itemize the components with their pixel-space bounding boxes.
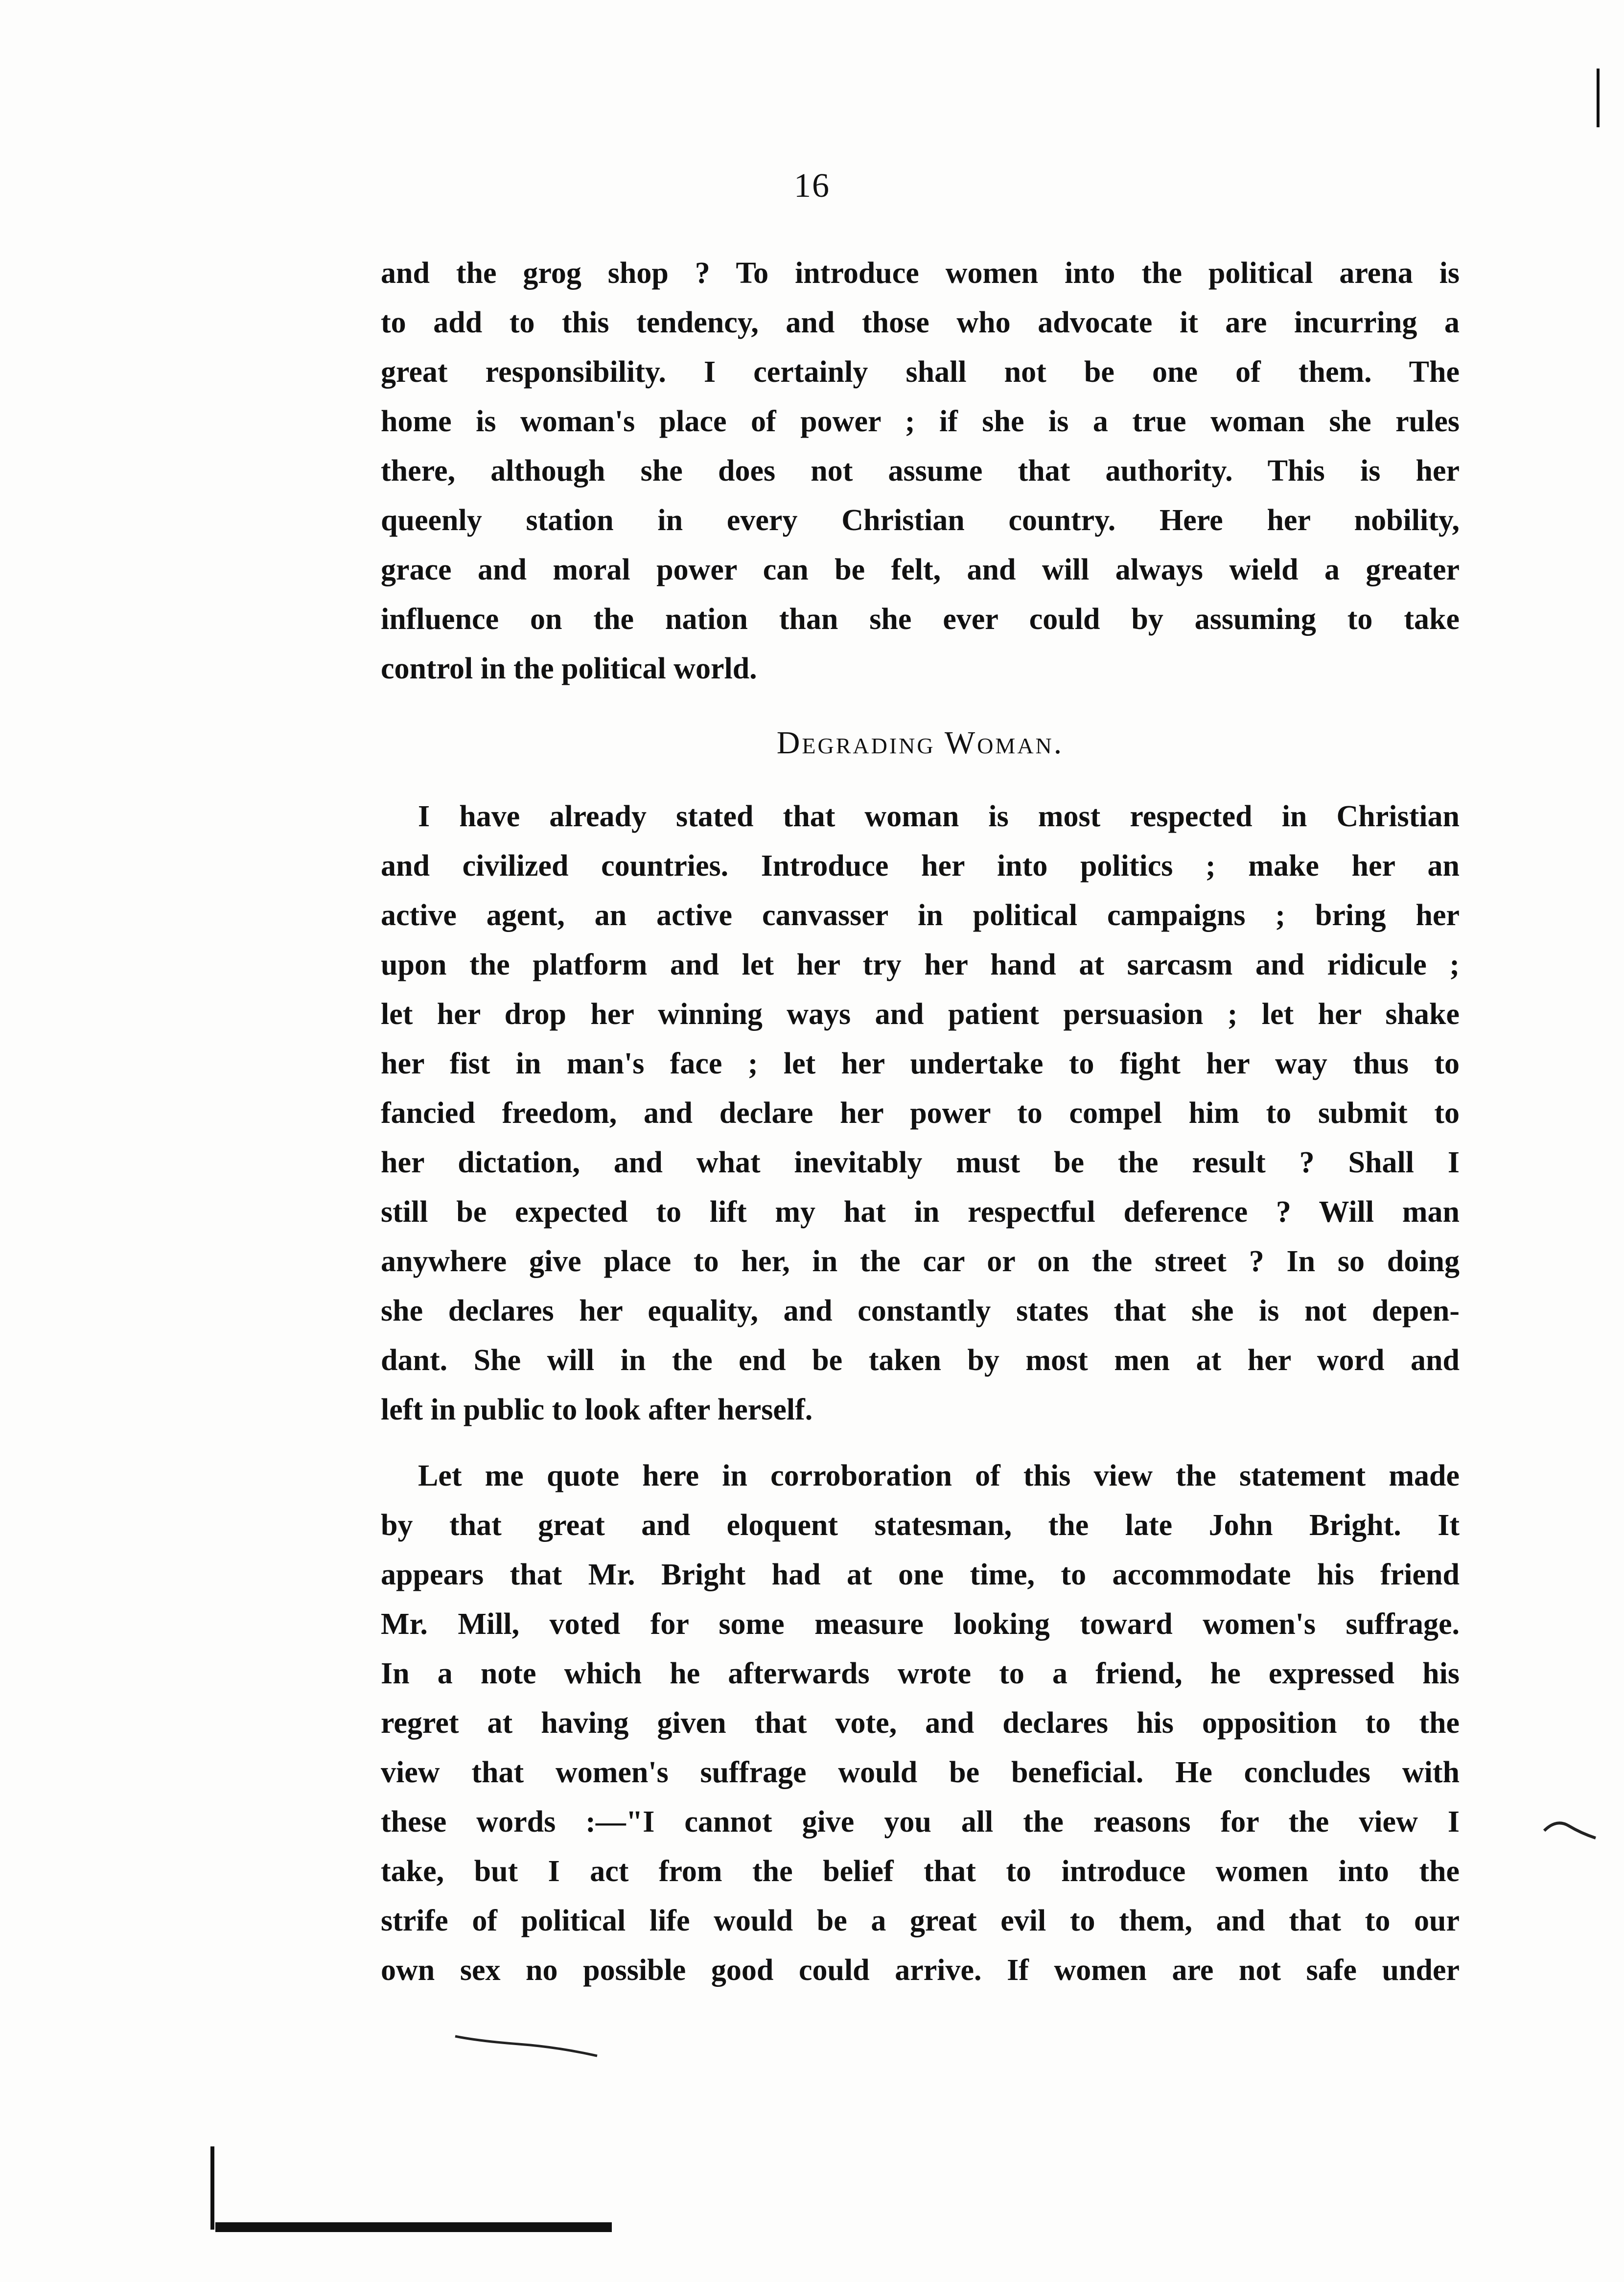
page-number: 16 xyxy=(794,167,830,205)
text-line: her fist in man's face ; let her undertake to fight her way thus to xyxy=(381,1047,1460,1080)
paragraph-1 xyxy=(381,249,1460,694)
text-line: control in the political world. xyxy=(381,652,757,685)
text-line: and civilized countries. Introduce her into politics ; make her an xyxy=(381,849,1460,883)
section-heading: Degrading Woman. xyxy=(776,725,1064,761)
text-line: take, but I act from the belief that to introduce women into the xyxy=(381,1855,1460,1888)
pen-stroke-mark xyxy=(450,2026,607,2066)
text-line: great responsibility. I certainly shall not be one of them. The xyxy=(381,355,1460,389)
scan-edge-mark xyxy=(1597,69,1600,127)
text-line: regret at having given that vote, and declares his opposition to the xyxy=(381,1706,1460,1740)
text-line: to add to this tendency, and those who advocate it are incurring a xyxy=(381,306,1460,339)
text-line: In a note which he afterwards wrote to a friend, he expressed his xyxy=(381,1657,1460,1690)
text-line: home is woman's place of power ; if she is a true woman she rules xyxy=(381,405,1460,438)
scan-edge-mark xyxy=(215,2222,612,2232)
text-line: she declares her equality, and constantly states that she is not depen- xyxy=(381,1294,1460,1327)
text-line: and the grog shop ? To introduce women into the political arena is xyxy=(381,256,1460,290)
text-line: I have already stated that woman is most respected in Christian xyxy=(418,800,1460,833)
text-line: anywhere give place to her, in the car or on the street ? In so doing xyxy=(381,1245,1460,1278)
text-line: still be expected to lift my hat in respectful deference ? Will man xyxy=(381,1195,1460,1229)
paragraph-3 xyxy=(381,1451,1460,1995)
text-line: strife of political life would be a great evil to them, and that to our xyxy=(381,1904,1460,1937)
text-line: Mr. Mill, voted for some measure looking toward women's suffrage. xyxy=(381,1607,1460,1641)
text-line: grace and moral power can be felt, and will always wield a greater xyxy=(381,553,1460,586)
text-line: dant. She will in the end be taken by most men at her word and xyxy=(381,1344,1460,1377)
text-line: left in public to look after herself. xyxy=(381,1393,813,1426)
text-line: her dictation, and what inevitably must be the result ? Shall I xyxy=(381,1146,1460,1179)
text-line: by that great and eloquent statesman, the late John Bright. It xyxy=(381,1509,1460,1542)
text-line: appears that Mr. Bright had at one time, to accommodate his friend xyxy=(381,1558,1460,1591)
text-line: these words :—"I cannot give you all the reasons for the view I xyxy=(381,1805,1460,1839)
text-line: upon the platform and let her try her hand at sarcasm and ridicule ; xyxy=(381,948,1460,981)
text-line: fancied freedom, and declare her power to compel him to submit to xyxy=(381,1096,1460,1130)
text-line: queenly station in every Christian country. Here her nobility, xyxy=(381,504,1460,537)
text-line: own sex no possible good could arrive. If women are not safe under xyxy=(381,1954,1460,1987)
margin-tick-mark xyxy=(1542,1811,1601,1845)
text-line: Let me quote here in corroboration of this view the statement made xyxy=(418,1459,1460,1492)
scan-edge-mark xyxy=(210,2146,214,2230)
paragraph-gap xyxy=(381,1435,1460,1451)
text-line: view that women's suffrage would be beneficial. He concludes with xyxy=(381,1756,1460,1789)
text-line: influence on the nation than she ever could by assuming to take xyxy=(381,603,1460,636)
text-line: there, although she does not assume that authority. This is her xyxy=(381,454,1460,488)
text-line: active agent, an active canvasser in political campaigns ; bring her xyxy=(381,899,1460,932)
paragraph-2 xyxy=(381,792,1460,1435)
text-line: let her drop her winning ways and patient persuasion ; let her shake xyxy=(381,998,1460,1031)
body-text xyxy=(381,249,1460,1995)
